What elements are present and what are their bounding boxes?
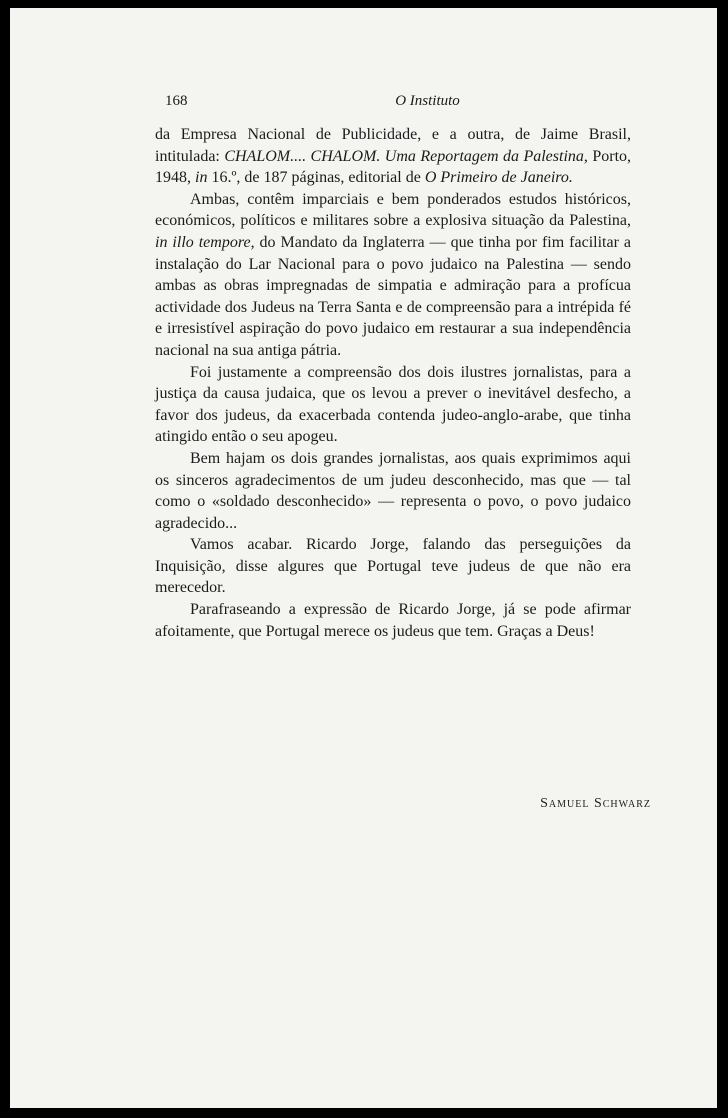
paragraph-2-segment: , do Mandato da Inglaterra — que tinha por fim facilitar a instalação do Lar Nacional para o povo judaico na Palestina — sendo ambas as obras impregnadas de simpatia e admiração para a profícua actividade dos Judeus na Terra Santa e de compreensão para a intrépida fé e irresistível aspiração do povo judaico em restaurar a sua independência nacional na sua antiga pátria. <box>155 233 631 359</box>
paragraph-3-text: Foi justamente a compreensão dos dois ilustres jornalistas, para a justiça da causa judaica, que os levou a prever o inevitável desfecho, a favor dos judeus, da exacerbada contenda judeo-anglo-arabe, que tinha atingido então o seu apogeu. <box>155 363 631 446</box>
paragraph-4 <box>155 448 631 534</box>
author-signature: Samuel Schwarz <box>540 796 651 811</box>
paragraph-4-text: Bem hajam os dois grandes jornalistas, aos quais exprimimos aqui os sinceros agradecimentos de um judeu desconhecido, mas que — tal como o «soldado desconhecido» — representa o povo, o povo judaico agradecido... <box>155 449 631 532</box>
paragraph-6 <box>155 599 631 642</box>
body-text <box>155 124 631 642</box>
publisher-name: O Primeiro de Janeiro. <box>424 169 573 187</box>
journal-title: O Instituto <box>395 93 460 109</box>
paragraph-1-segment: 16.º, de 187 páginas, editorial de <box>207 169 425 187</box>
paragraph-2-segment: Ambas, contêm imparciais e bem ponderados estudos históricos, económicos, políticos e militares sobre a explosiva situação da Palestina, <box>155 190 631 230</box>
running-header <box>165 93 650 115</box>
paragraph-2 <box>155 189 631 362</box>
paragraph-6-text: Parafraseando a expressão de Ricardo Jorge, já se pode afirmar afoitamente, que Portugal merece os judeus que tem. Graças a Deus! <box>155 601 631 640</box>
book-title-chalom: CHALOM.... CHALOM. Uma Reportagem da Palestina <box>224 147 584 165</box>
paragraph-1-segment: da Empresa Nacional de Publicidade, e a outra, de Jaime Brasil, intitulada: <box>155 126 631 165</box>
format-in: in <box>195 169 208 187</box>
latin-phrase: in illo tempore <box>155 233 251 251</box>
paragraph-1 <box>155 124 631 189</box>
paragraph-3 <box>155 362 631 448</box>
paragraph-1-segment: , Porto, 1948, <box>155 147 632 187</box>
paragraph-5-text: Vamos acabar. Ricardo Jorge, falando das perseguições da Inquisição, disse algures que Portugal teve judeus de que não era merecedor. <box>155 536 631 597</box>
paragraph-5 <box>155 534 631 599</box>
page-number: 168 <box>165 93 188 109</box>
